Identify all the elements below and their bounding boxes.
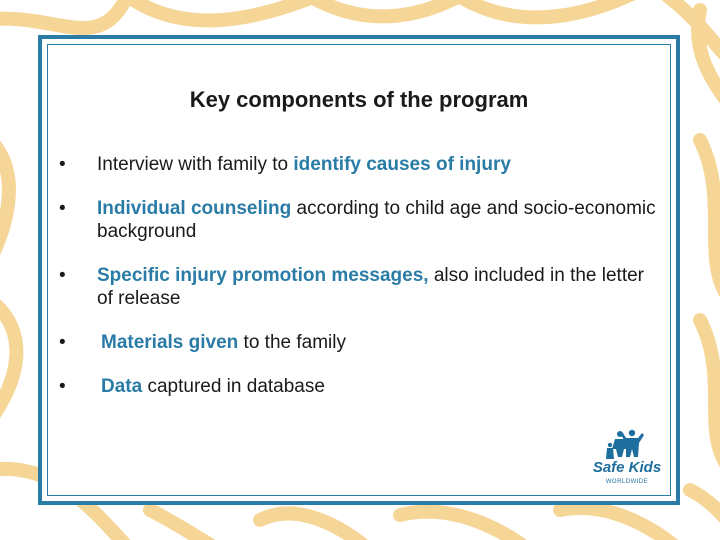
logo-name: Safe Kids bbox=[592, 459, 662, 476]
logo-subtitle: WORLDWIDE bbox=[605, 479, 649, 485]
bullet-icon: • bbox=[59, 265, 66, 286]
bullet-icon: • bbox=[59, 332, 66, 353]
safe-kids-logo bbox=[582, 429, 672, 494]
bullet-icon: • bbox=[59, 198, 66, 219]
content-frame: Key components of the program • Interview with family to identify causes of injury • Individual counseling according to child age and socio-economic background • Specific injury promotion messages, also included in the letter of release • Materials given to the family • Data captured in database Safe Kids WORLDWIDE bbox=[38, 35, 680, 505]
bullet-icon: • bbox=[59, 376, 66, 397]
kids-figures-icon bbox=[582, 429, 672, 461]
slide-title: Key components of the program bbox=[189, 87, 529, 112]
bullet-icon: • bbox=[59, 154, 66, 175]
